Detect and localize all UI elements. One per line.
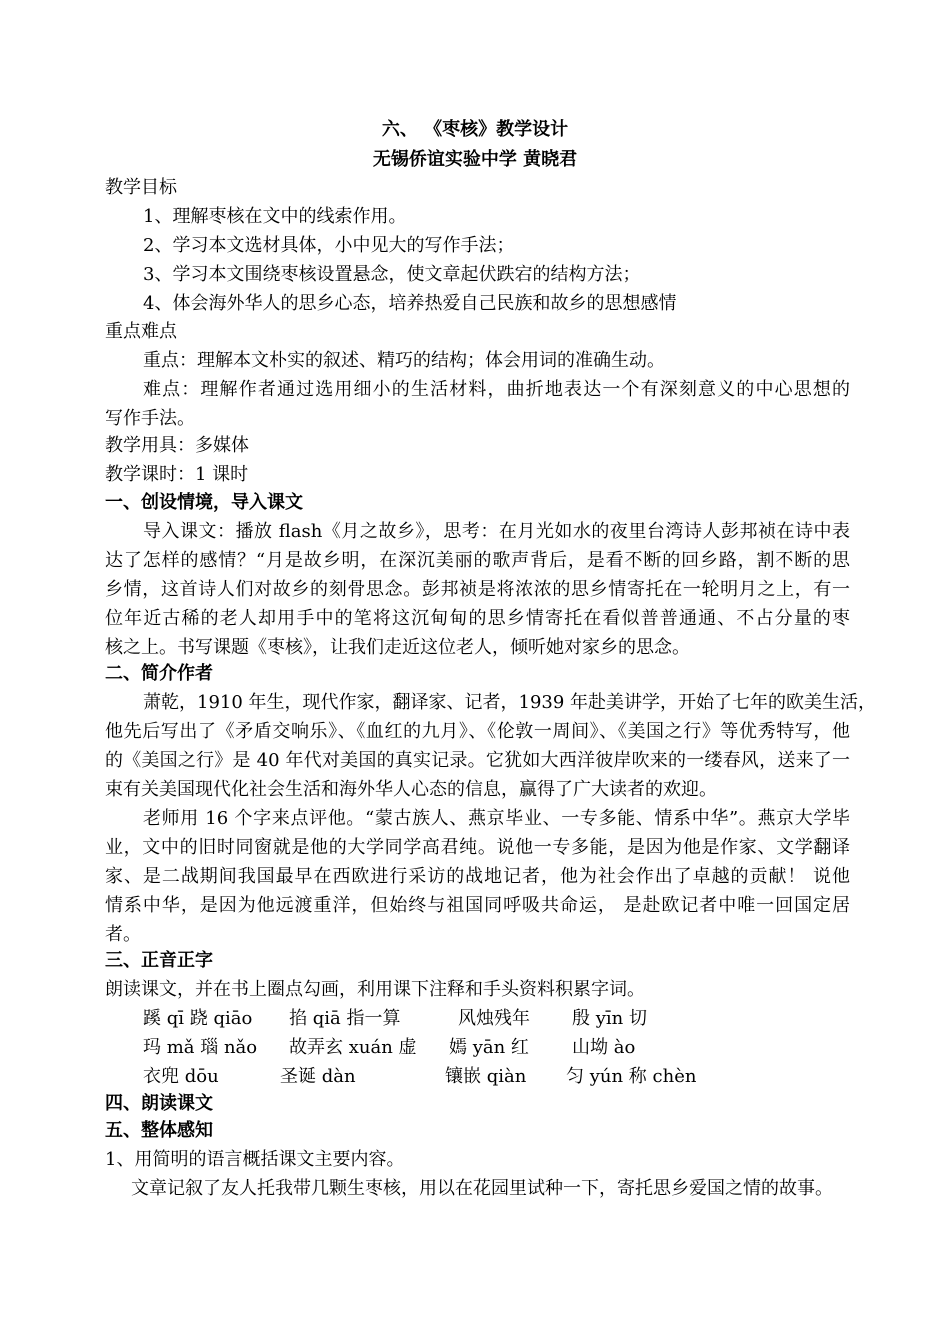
pinyin-entry: 匀 yún 称 chèn: [566, 1066, 697, 1087]
document-title: 六、 《枣核》教学设计: [381, 119, 569, 140]
section2-para2-line: 情系中华，是因为他远渡重洋，但始终与祖国同呼吸共命运， 是赴欧记者中唯一回国定居: [105, 895, 850, 916]
section4-heading: 四、朗读课文: [105, 1093, 213, 1114]
hours-line: 教学课时：1 课时: [105, 464, 249, 485]
section1-line: 导入课文：播放 flash《月之故乡》，思考：在月光如水的夜里台湾诗人彭邦祯在诗中表: [143, 521, 850, 542]
pinyin-entry: 故弄玄 xuán 虚: [289, 1037, 417, 1058]
difficulty-text: 难点：理解作者通过选用细小的生活材料，曲折地表达一个有深刻意义的中心思想的: [143, 379, 850, 400]
objective-item: 4、体会海外华人的思乡心态，培养热爱自己民族和故乡的思想感情: [143, 293, 677, 314]
question-1: 1、用简明的语言概括课文主要内容。: [105, 1149, 405, 1170]
pinyin-entry: 掐 qiā 指一算: [289, 1008, 401, 1029]
pinyin-entry: 嫣 yān 红: [449, 1037, 529, 1058]
objective-item: 1、理解枣核在文中的线索作用。: [143, 206, 407, 227]
pinyin-entry: 镶嵌 qiàn: [445, 1066, 527, 1087]
section1-line: 位年近古稀的老人却用手中的笔将这沉甸甸的思乡情寄托在看似普普通通、不占分量的枣: [105, 608, 850, 629]
section2-para2-line: 家、是二战期间我国最早在西欧进行采访的战地记者，他为社会作出了卓越的贡献！ 说他: [105, 866, 850, 887]
section2-para2-line: 者。: [105, 924, 141, 945]
section2-para1-line: 他先后写出了《矛盾交响乐》、《血红的九月》、《伦敦一周间》、《美国之行》等优秀特写，他: [105, 721, 850, 742]
section2-heading: 二、简介作者: [105, 663, 213, 684]
section1-heading: 一、创设情境，导入课文: [105, 492, 303, 513]
section2-para2-line: 老师用 16 个字来点评他。“蒙古族人、燕京毕业、一专多能、情系中华”。燕京大学毕: [143, 808, 850, 829]
answer-1: 文章记叙了友人托我带几颗生枣核，用以在花园里试种一下，寄托思乡爱国之情的故事。: [131, 1178, 833, 1199]
section2-para1-line: 的《美国之行》是 40 年代对美国的真实记录。它犹如大西洋彼岸吹来的一缕春风，送来了一: [105, 750, 850, 771]
tools-line: 教学用具：多媒体: [105, 435, 249, 456]
author-line: 无锡侨谊实验中学 黄晓君: [372, 149, 578, 170]
objectives-heading: 教学目标: [105, 177, 177, 198]
pinyin-entry: 山坳 ào: [572, 1037, 636, 1058]
section3-intro: 朗读课文，并在书上圈点勾画，利用课下注释和手头资料积累字词。: [105, 979, 645, 1000]
section2-para1-line: 萧乾，1910 年生，现代作家，翻译家、记者，1939 年赴美讲学，开始了七年的欧美生活，: [143, 692, 877, 713]
pinyin-entry: 蹊 qī 跷 qiāo: [143, 1008, 253, 1029]
key-points-heading: 重点难点: [105, 321, 177, 342]
objective-item: 3、学习本文围绕枣核设置悬念，使文章起伏跌宕的结构方法；: [143, 264, 641, 285]
objective-item: 2、学习本文选材具体，小中见大的写作手法；: [143, 235, 515, 256]
pinyin-entry: 殷 yīn 切: [572, 1008, 647, 1029]
section2-para2-line: 业，文中的旧时同窗就是他的大学同学高君纯。说他一专多能，是因为他是作家、文学翻译: [105, 837, 850, 858]
section5-heading: 五、整体感知: [105, 1120, 213, 1141]
difficulty-text-cont: 写作手法。: [105, 408, 195, 429]
section2-para1-line: 束有关美国现代化社会生活和海外华人心态的信息，赢得了广大读者的欢迎。: [105, 779, 717, 800]
pinyin-entry: 玛 mǎ 瑙 nǎo: [143, 1037, 258, 1058]
pinyin-entry: 圣诞 dàn: [280, 1066, 356, 1087]
section1-line: 核之上。书写课题《枣核》，让我们走近这位老人，倾听她对家乡的思念。: [105, 637, 690, 658]
pinyin-entry: 风烛残年: [458, 1008, 530, 1029]
section3-heading: 三、正音正字: [105, 950, 213, 971]
focus-text: 重点：理解本文朴实的叙述、精巧的结构；体会用词的准确生动。: [143, 350, 665, 371]
section1-line: 乡情，这首诗人们对故乡的刻骨思念。彭邦祯是将浓浓的思乡情寄托在一轮明月之上，有一: [105, 579, 850, 600]
section1-line: 达了怎样的感情？“月是故乡明，在深沉美丽的歌声背后，是看不断的回乡路，割不断的思: [105, 550, 850, 571]
pinyin-entry: 衣兜 dōu: [143, 1066, 219, 1087]
